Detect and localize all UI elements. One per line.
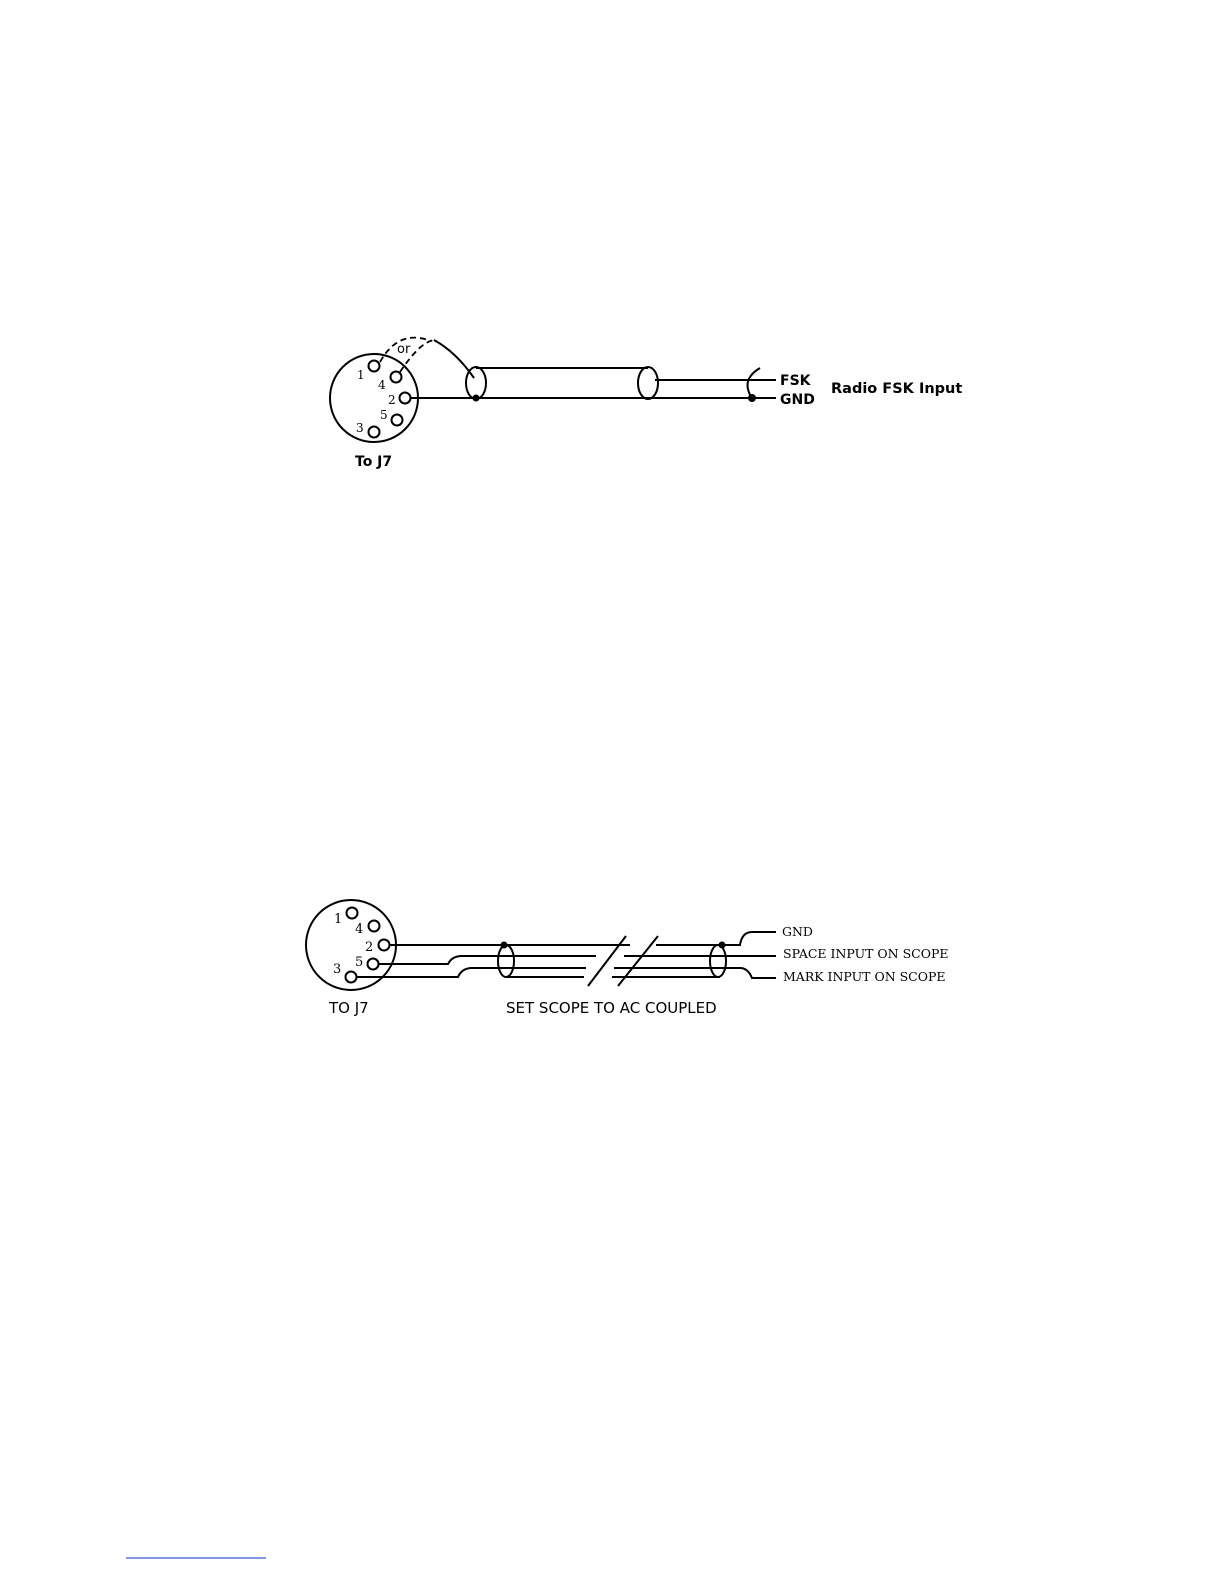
pin-1-label: 1 — [334, 912, 343, 927]
pin-2-label: 2 — [365, 940, 374, 955]
pin-2 — [400, 393, 411, 404]
pin5-wire — [379, 956, 596, 964]
break-mark-2 — [618, 936, 658, 986]
space-input-label: SPACE INPUT ON SCOPE — [783, 946, 949, 961]
pin3-wire — [357, 968, 586, 977]
or-label: or — [397, 342, 411, 357]
radio-shield — [748, 368, 761, 398]
coax-end-right — [710, 945, 726, 977]
coax-end-right — [638, 367, 658, 399]
break-mark-1 — [588, 936, 626, 986]
coax-end-left — [466, 367, 486, 399]
pin-4-label: 4 — [378, 378, 386, 392]
pin-5-label: 5 — [380, 408, 388, 422]
to-j7-label-1: To J7 — [355, 454, 393, 470]
fsk-cable-diagram — [330, 338, 962, 470]
pin-1 — [369, 361, 380, 372]
pin-2 — [379, 940, 390, 951]
pin-5-label: 5 — [355, 955, 364, 970]
pin-5 — [392, 415, 403, 426]
pin-2-label: 2 — [388, 393, 396, 407]
scope-note-label: SET SCOPE TO AC COUPLED — [506, 999, 717, 1017]
pin-4 — [391, 372, 402, 383]
gnd-label: GND — [782, 924, 813, 939]
gnd-label: GND — [780, 392, 815, 408]
pin-1-label: 1 — [357, 368, 365, 382]
coax-end-left — [498, 945, 514, 977]
pin-4-label: 4 — [355, 922, 364, 937]
pin-1 — [347, 908, 358, 919]
mark-lead — [740, 968, 776, 978]
pin-3 — [346, 972, 357, 983]
scope-cable-diagram — [306, 900, 949, 1017]
to-j7-label-2: TO J7 — [329, 999, 369, 1017]
pin-4 — [369, 921, 380, 932]
radio-fsk-input-label: Radio FSK Input — [831, 381, 963, 397]
pin-3-label: 3 — [333, 962, 342, 977]
fsk-label: FSK — [780, 373, 811, 389]
pin-3 — [369, 427, 380, 438]
gnd-lead — [722, 932, 776, 945]
pin-5 — [368, 959, 379, 970]
pin-3-label: 3 — [356, 421, 364, 435]
mark-input-label: MARK INPUT ON SCOPE — [783, 969, 946, 984]
